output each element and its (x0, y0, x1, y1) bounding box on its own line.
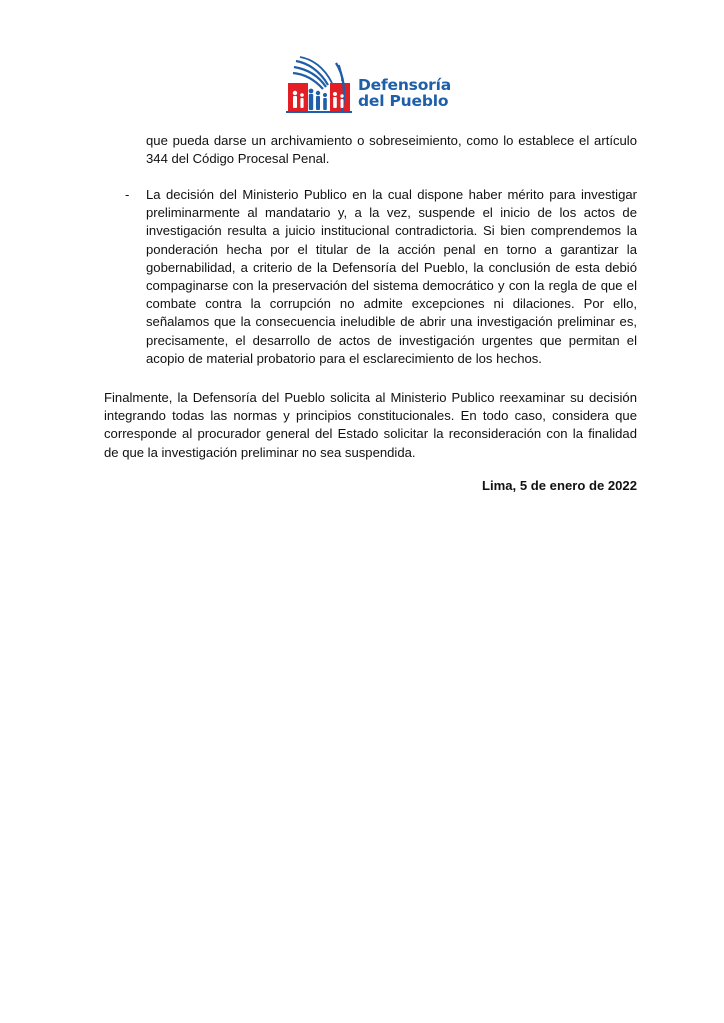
defensoria-logo (284, 53, 464, 117)
bullet-marker: - (125, 187, 130, 202)
logo-line-2: del Pueblo (358, 92, 449, 110)
defensoria-emblem-icon (284, 53, 356, 117)
bullet-paragraph: La decisión del Ministerio Publico en la cual dispone haber mérito para investigar preliminarmente al mandatario y, a la vez, suspende el inicio de los actos de investigación resulta a juicio institucional contradictoria. Si bien comprendemos la ponderación hecha por el titular de la acción penal en torno a garantizar la gobernabilidad, a criterio de la Defensoría del Pueblo, la conclusión de esta debió compaginarse con la preservación del sistema democrático y con la regla de que el combate contra la corrupción no admite excepciones ni dilaciones. Por ello, señalamos que la consecuencia ineludible de abrir una investigación preliminar es, precisamente, el desarrollo de actos de investigación urgentes que permitan el acopio de material probatorio para el esclarecimiento de los hechos. (146, 187, 637, 366)
closing-paragraph: Finalmente, la Defensoría del Pueblo solicita al Ministerio Publico reexaminar su decisión integrando todas las normas y principios constitucionales. En todo caso, considera que corresponde al procurador general del Estado solicitar la reconsideración con la finalidad de que la investigación preliminar no sea suspendida. (104, 390, 637, 460)
continued-paragraph: que pueda darse un archivamiento o sobreseimiento, como lo establece el artículo 344 del Código Procesal Penal. (146, 133, 637, 167)
logo-wordmark (358, 77, 451, 109)
logo-line-1: Defensoría (358, 76, 451, 94)
date-line: Lima, 5 de enero de 2022 (481, 478, 637, 493)
